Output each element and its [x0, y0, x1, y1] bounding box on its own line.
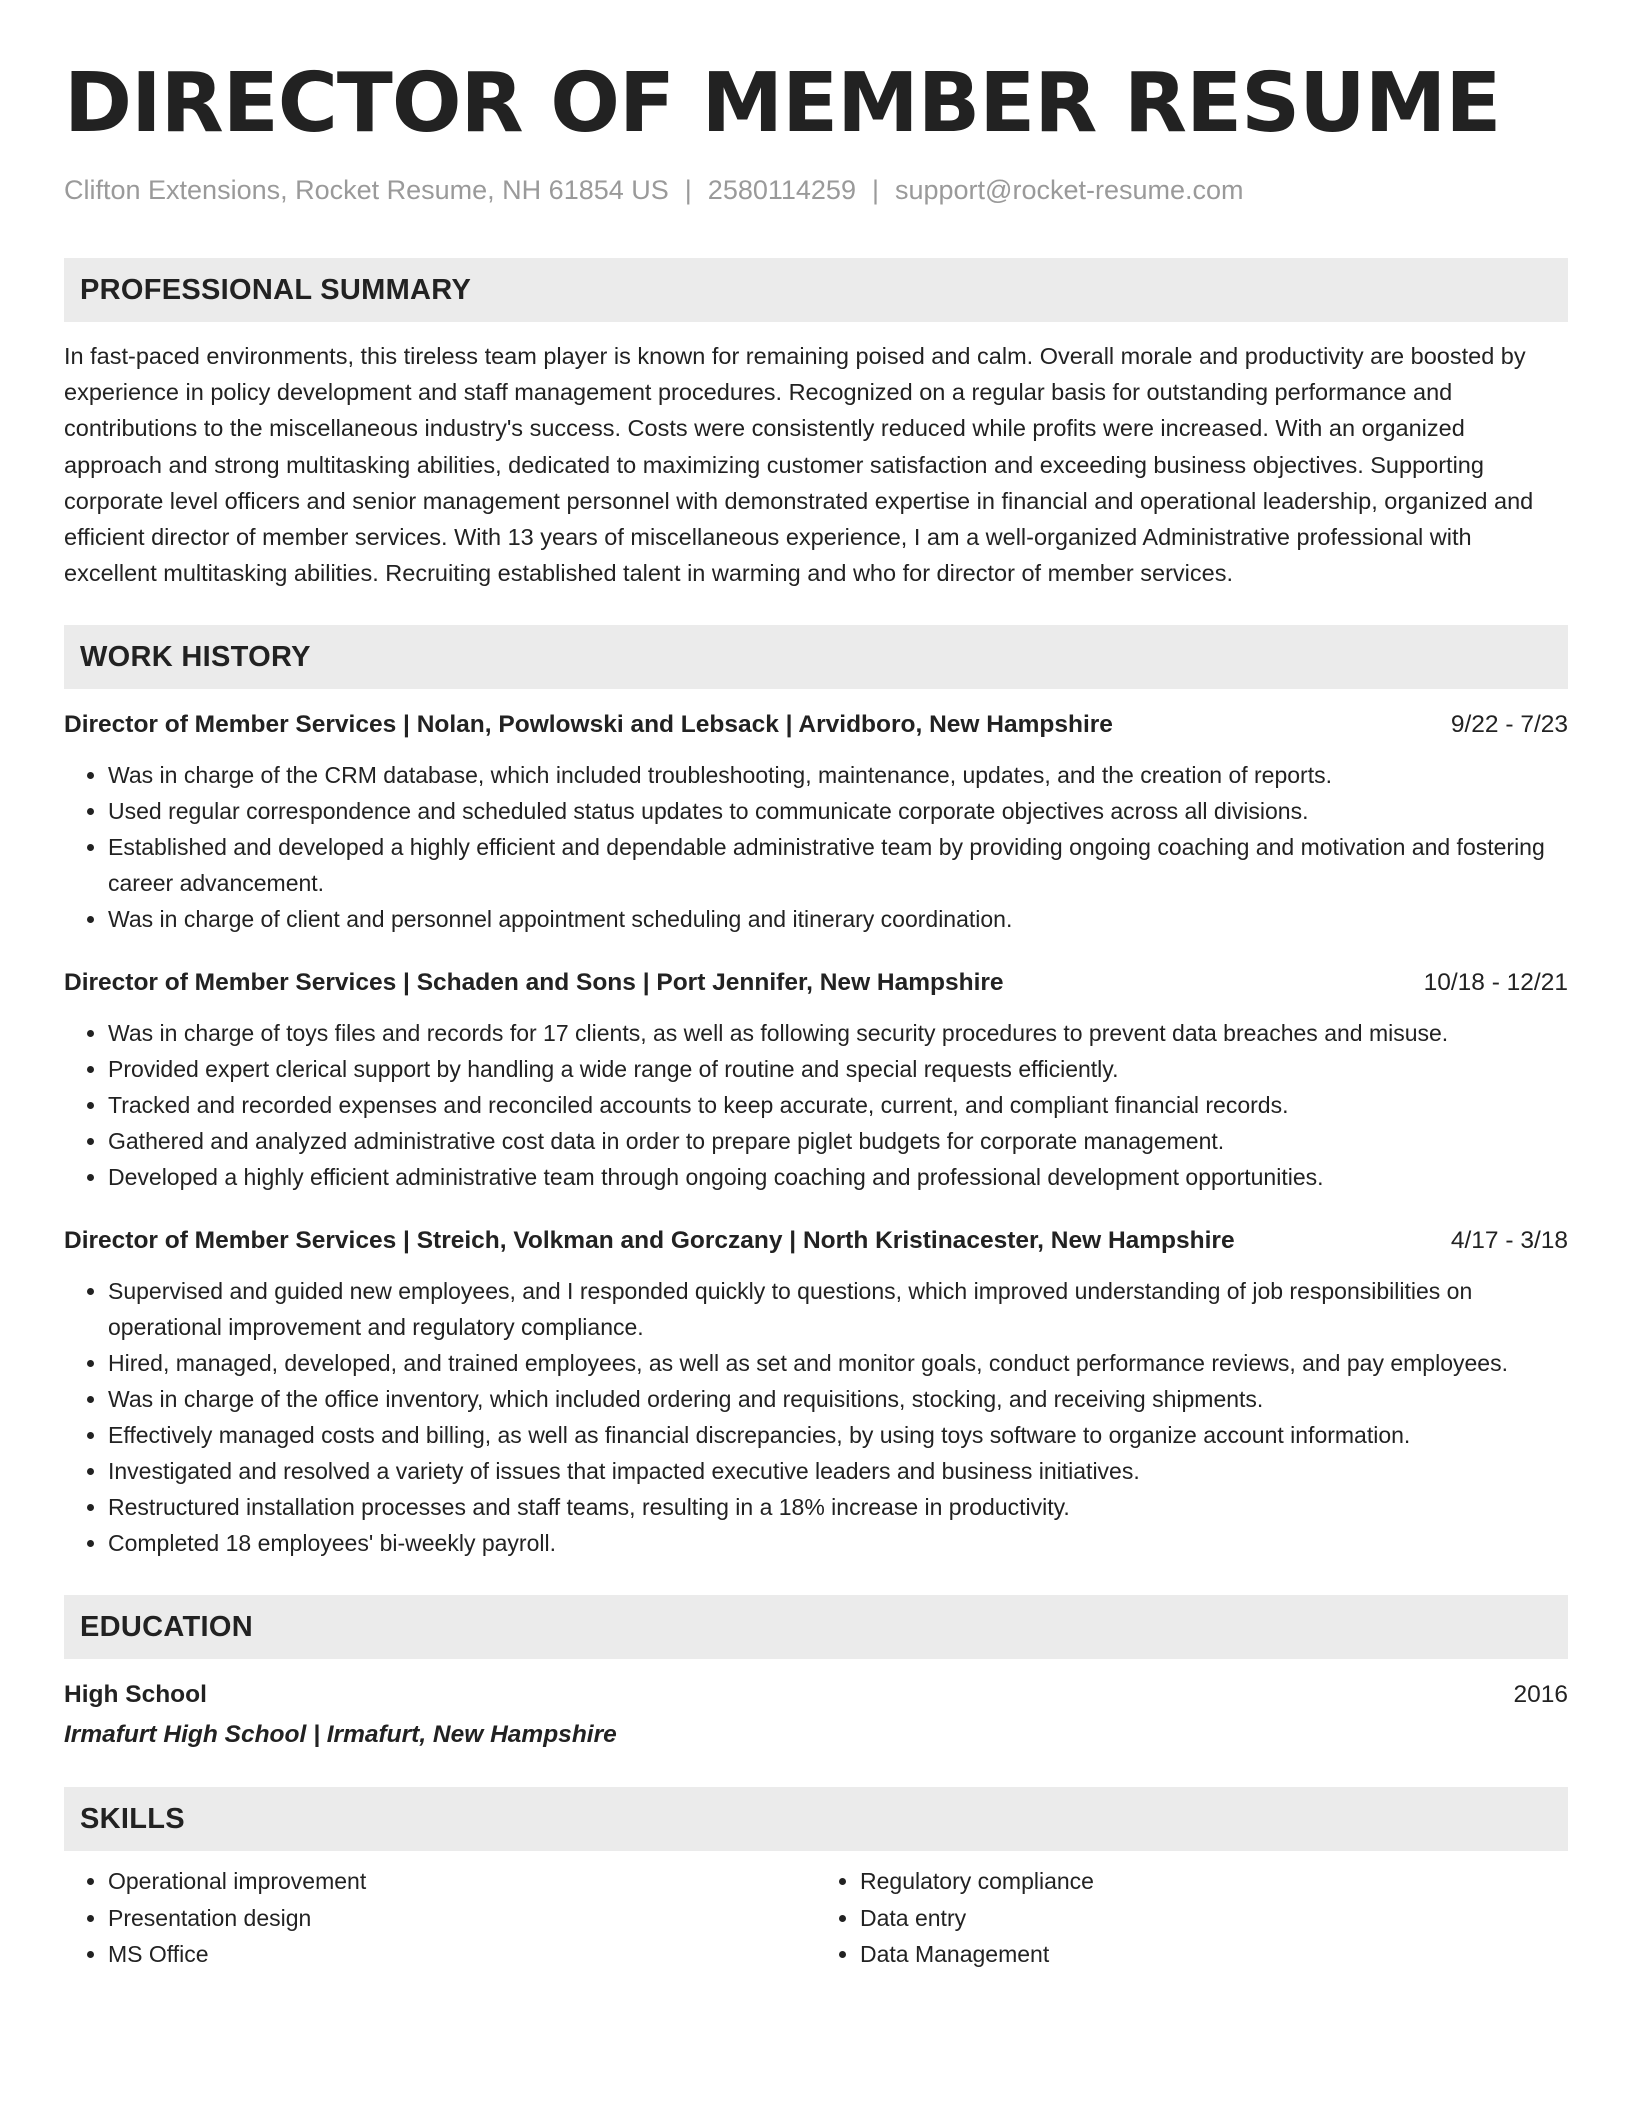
job-bullet: • Developed a highly efficient administrative team through ongoing coaching and professional development opportunities.: [108, 1159, 1568, 1195]
section-heading-skills: SKILLS: [64, 1787, 1568, 1851]
job-bullet: • Effectively managed costs and billing, as well as financial discrepancies, by using toys software to organize account information.: [108, 1417, 1568, 1453]
job-dates: 4/17 - 3/18: [1450, 1227, 1568, 1255]
job-entry: [64, 707, 1568, 937]
skills-column-right: [816, 1863, 1568, 1973]
contact-line: [64, 172, 1568, 208]
skill-item: • Data Management: [860, 1936, 1568, 1973]
job-header: [64, 965, 1568, 1001]
section-heading-education: EDUCATION: [64, 1595, 1568, 1659]
job-title: Director of Member Services | Schaden and Sons | Port Jennifer, New Hampshire: [64, 969, 1004, 997]
skill-item: • Presentation design: [108, 1900, 816, 1937]
job-bullet: • Was in charge of the CRM database, which included troubleshooting, maintenance, updates, and the creation of reports.: [108, 757, 1568, 793]
job-bullet: • Investigated and resolved a variety of issues that impacted executive leaders and business initiatives.: [108, 1453, 1568, 1489]
job-header: [64, 1223, 1568, 1259]
job-dates: 9/22 - 7/23: [1450, 711, 1568, 739]
summary-text: In fast-paced environments, this tireless team player is known for remaining poised and calm. Overall morale and productivity are boosted by experience in policy development and staff management procedures. Recognized on a regular basis for outstanding performance and contributions to the miscellaneous industry's success. Costs were consistently reduced while profits were increased. With an organized approach and strong multitasking abilities, dedicated to maximizing customer satisfaction and exceeding business objectives. Supporting corporate level officers and senior management personnel with demonstrated expertise in financial and operational leadership, organized and efficient director of member services. With 13 years of miscellaneous experience, I am a well-organized Administrative professional with excellent multitasking abilities. Recruiting established talent in warming and who for director of member services.: [64, 343, 1534, 587]
skill-item: • Operational improvement: [108, 1863, 816, 1900]
job-bullet: • Supervised and guided new employees, and I responded quickly to questions, which improved understanding of job responsibilities on operational improvement and regulatory compliance.: [108, 1273, 1568, 1345]
job-entry: [64, 1223, 1568, 1561]
job-bullet: • Tracked and recorded expenses and reconciled accounts to keep accurate, current, and compliant financial records.: [108, 1087, 1568, 1123]
contact-phone: 2580114259: [707, 175, 856, 205]
skills-list: [64, 1863, 1568, 1973]
job-bullet: • Was in charge of client and personnel appointment scheduling and itinerary coordination.: [108, 901, 1568, 937]
contact-separator: |: [871, 175, 879, 205]
skill-item: • Regulatory compliance: [860, 1863, 1568, 1900]
skill-item: • MS Office: [108, 1936, 816, 1973]
job-header: [64, 707, 1568, 743]
job-bullets: [64, 1015, 1568, 1195]
skill-item: • Data entry: [860, 1900, 1568, 1937]
job-bullet: • Was in charge of toys files and records for 17 clients, as well as following security procedures to prevent data breaches and misuse.: [108, 1015, 1568, 1051]
section-heading-work-history: WORK HISTORY: [64, 625, 1568, 689]
education-year: 2016: [1513, 1681, 1568, 1709]
job-bullet: • Restructured installation processes and staff teams, resulting in a 18% increase in productivity.: [108, 1489, 1568, 1525]
education-school: Irmafurt High School | Irmafurt, New Hampshire: [64, 1721, 617, 1749]
skills-column-left: [64, 1863, 816, 1973]
job-bullet: • Used regular correspondence and scheduled status updates to communicate corporate objectives across all divisions.: [108, 793, 1568, 829]
job-title: Director of Member Services | Nolan, Powlowski and Lebsack | Arvidboro, New Hampshire: [64, 711, 1113, 739]
job-bullets: [64, 1273, 1568, 1561]
job-bullet: • Was in charge of the office inventory, which included ordering and requisitions, stocking, and receiving shipments.: [108, 1381, 1568, 1417]
job-bullet: • Hired, managed, developed, and trained employees, as well as set and monitor goals, conduct performance reviews, and pay employees.: [108, 1345, 1568, 1381]
job-dates: 10/18 - 12/21: [1423, 969, 1568, 997]
contact-separator: |: [684, 175, 692, 205]
job-bullets: [64, 757, 1568, 937]
section-heading-summary: PROFESSIONAL SUMMARY: [64, 258, 1568, 322]
resume-title: DIRECTOR OF MEMBER RESUME: [64, 56, 1501, 151]
job-bullet: • Established and developed a highly efficient and dependable administrative team by providing ongoing coaching and motivation and fostering career advancement.: [108, 829, 1568, 901]
education-degree: High School: [64, 1681, 207, 1709]
job-title: Director of Member Services | Streich, Volkman and Gorczany | North Kristinacester, New Hampshire: [64, 1227, 1235, 1255]
job-entry: [64, 965, 1568, 1195]
job-bullet: • Completed 18 employees' bi-weekly payroll.: [108, 1525, 1568, 1561]
contact-email[interactable]: support@rocket-resume.com: [894, 175, 1244, 205]
job-bullet: • Provided expert clerical support by handling a wide range of routine and special requests efficiently.: [108, 1051, 1568, 1087]
education-header: [64, 1677, 1568, 1713]
job-bullet: • Gathered and analyzed administrative cost data in order to prepare piglet budgets for corporate management.: [108, 1123, 1568, 1159]
contact-address: Clifton Extensions, Rocket Resume, NH 61854 US: [64, 175, 669, 205]
